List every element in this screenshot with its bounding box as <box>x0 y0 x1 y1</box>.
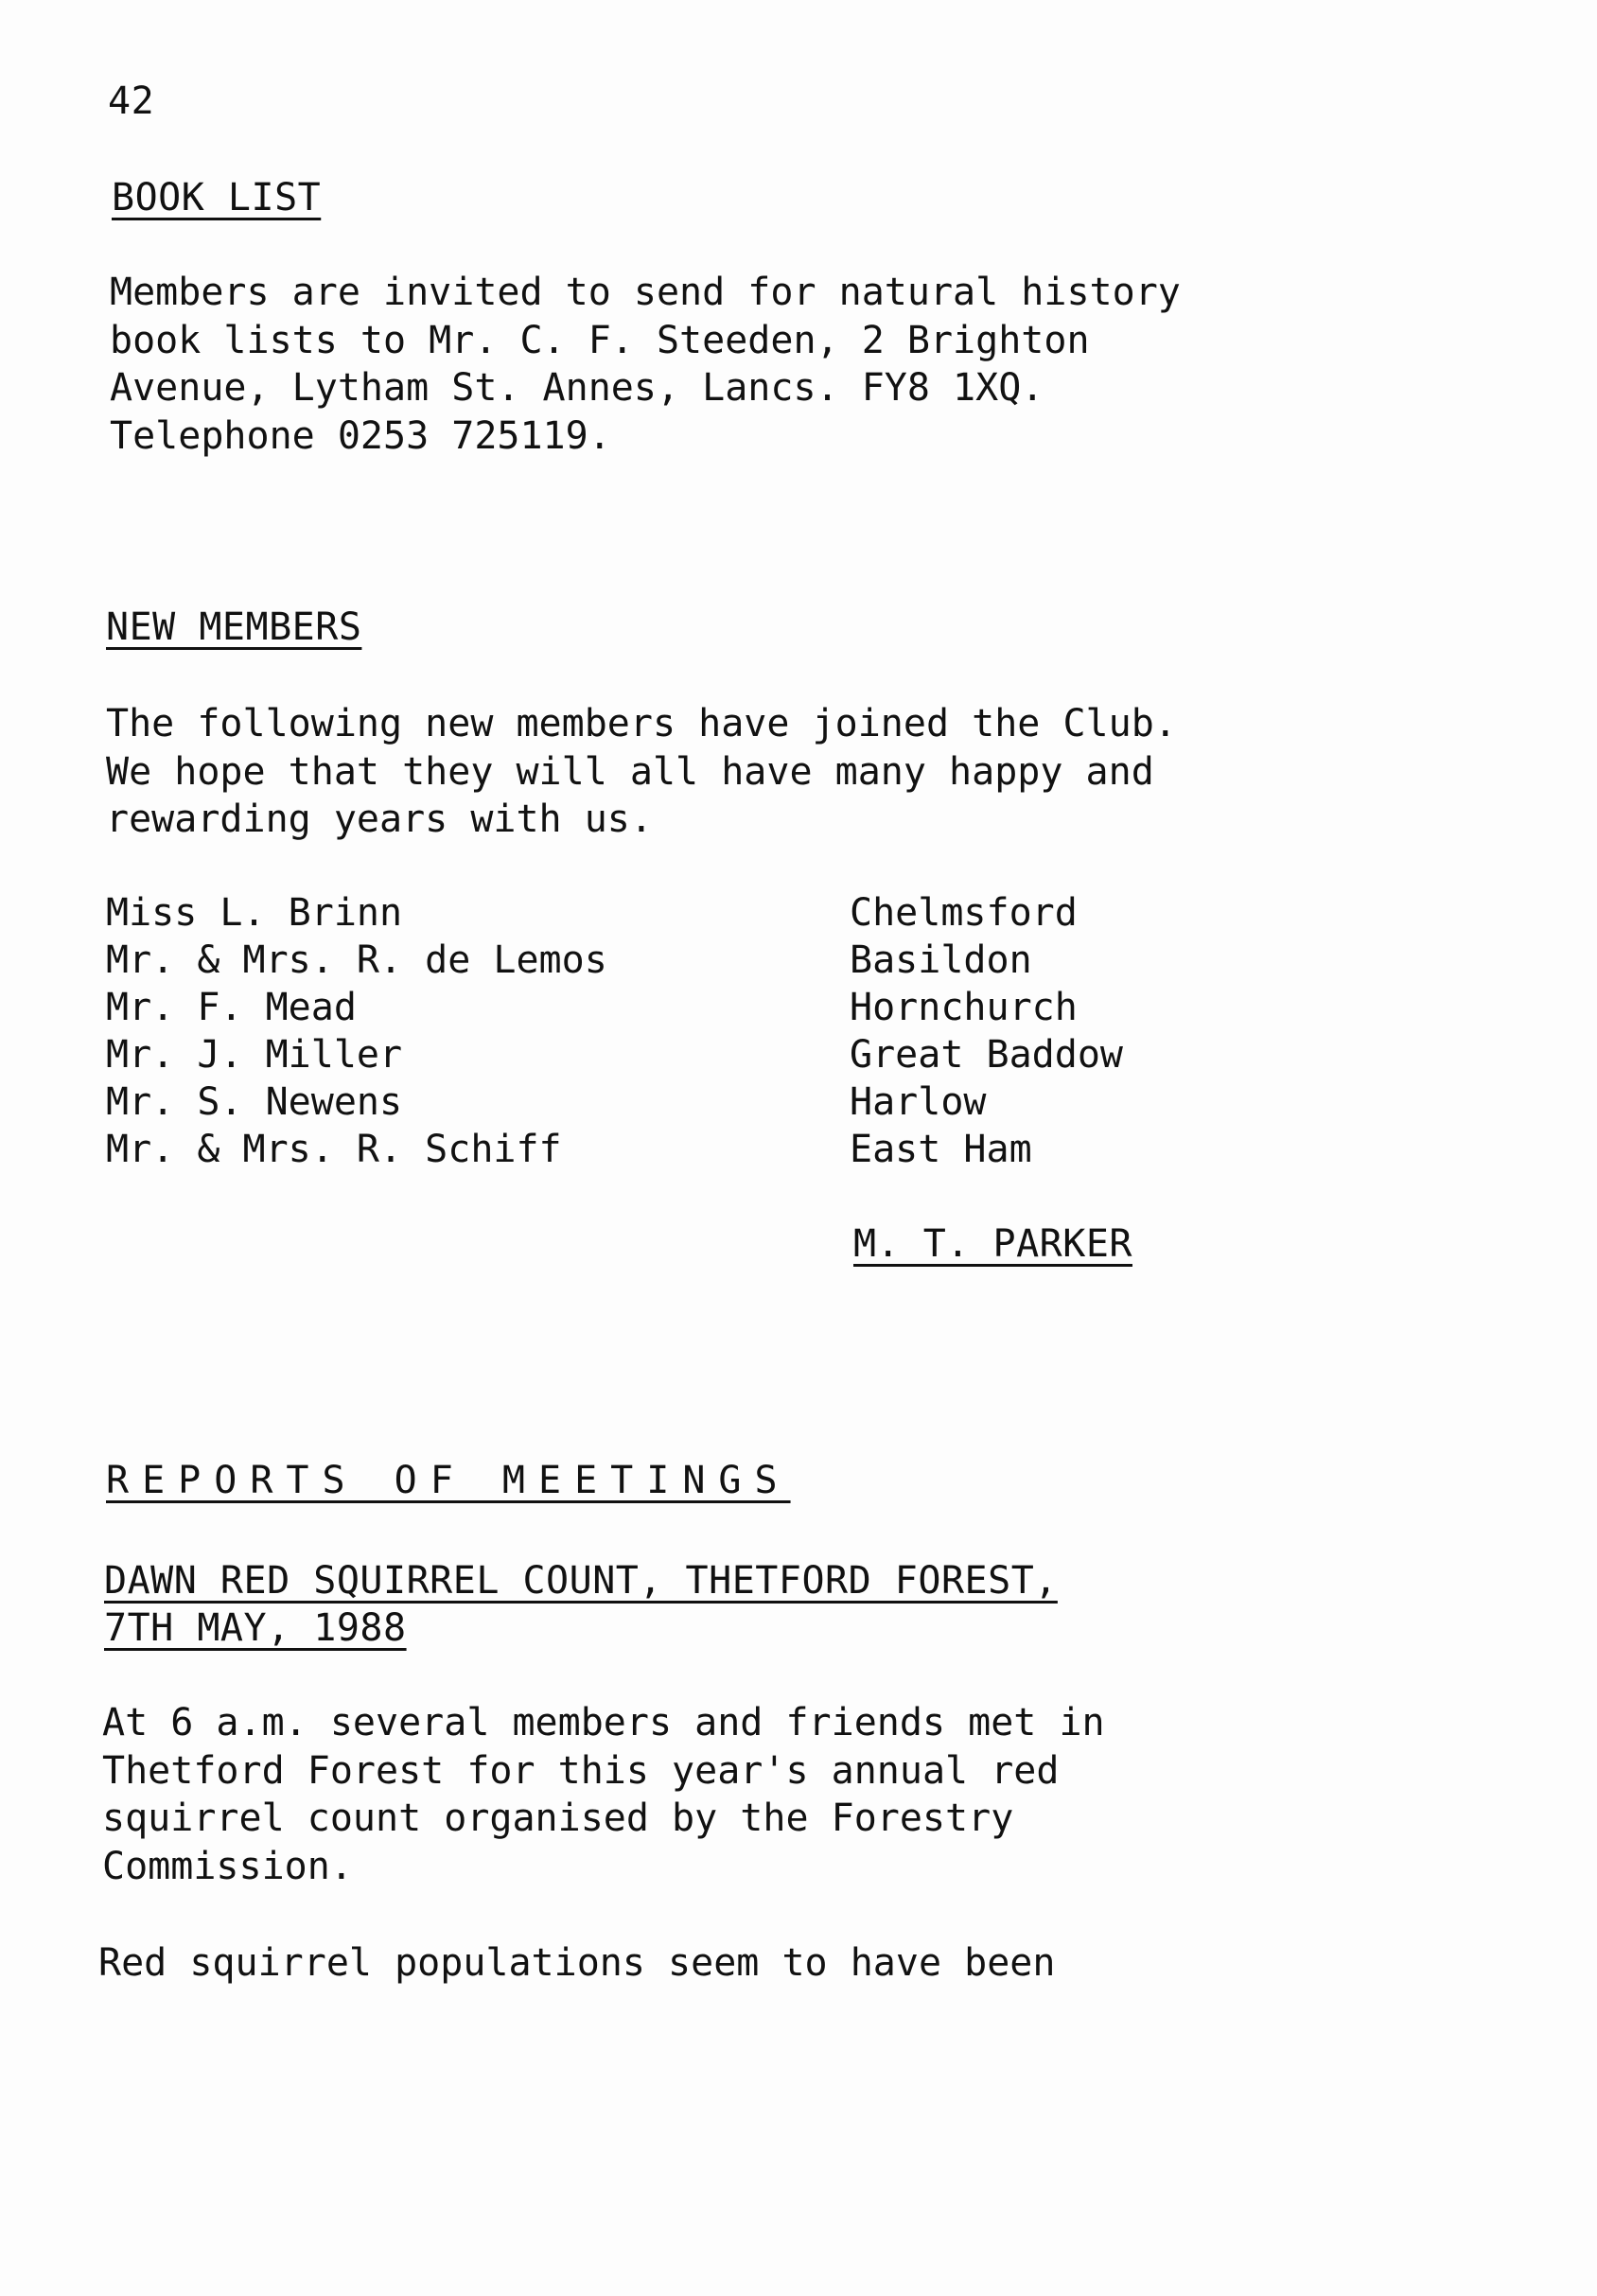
book-list-heading: BOOK LIST <box>112 176 322 219</box>
article-paragraph-1: At 6 a.m. several members and friends met in Thetford Forest for this year's annual red squirrel count organised by the Forestry Commission. <box>102 1701 1105 1888</box>
book-list-paragraph: Members are invited to send for natural history book lists to Mr. C. F. Steeden, 2 Brighton Avenue, Lytham St. Annes, Lancs. FY8 1XQ. Telephone 0253 725119. <box>110 271 1181 458</box>
member-town: Hornchurch <box>850 986 1078 1029</box>
page-number: 42 <box>108 79 155 123</box>
signature: M. T. PARKER <box>853 1222 1132 1266</box>
member-name: Mr. F. Mead <box>106 986 357 1029</box>
new-members-heading: NEW MEMBERS <box>106 605 362 649</box>
member-town: East Ham <box>850 1128 1032 1171</box>
member-name: Mr. S. Newens <box>106 1080 403 1124</box>
member-name: Mr. & Mrs. R. de Lemos <box>106 938 607 982</box>
member-name: Mr. J. Miller <box>106 1033 403 1077</box>
member-name: Miss L. Brinn <box>106 891 403 935</box>
article-paragraph-2: Red squirrel populations seem to have been <box>98 1941 1056 1985</box>
new-members-paragraph: The following new members have joined the Club. We hope that they will all have many happy and rewarding years with us. <box>106 702 1177 841</box>
reports-heading: REPORTS OF MEETINGS <box>106 1459 791 1502</box>
article-title-line-1: DAWN RED SQUIRREL COUNT, THETFORD FOREST, <box>104 1559 1058 1603</box>
member-town: Chelmsford <box>850 891 1078 935</box>
article-title-line-2: 7TH MAY, 1988 <box>104 1606 407 1650</box>
member-name: Mr. & Mrs. R. Schiff <box>106 1128 562 1171</box>
member-town: Great Baddow <box>850 1033 1123 1077</box>
member-town: Basildon <box>850 938 1032 982</box>
member-town: Harlow <box>850 1080 987 1124</box>
